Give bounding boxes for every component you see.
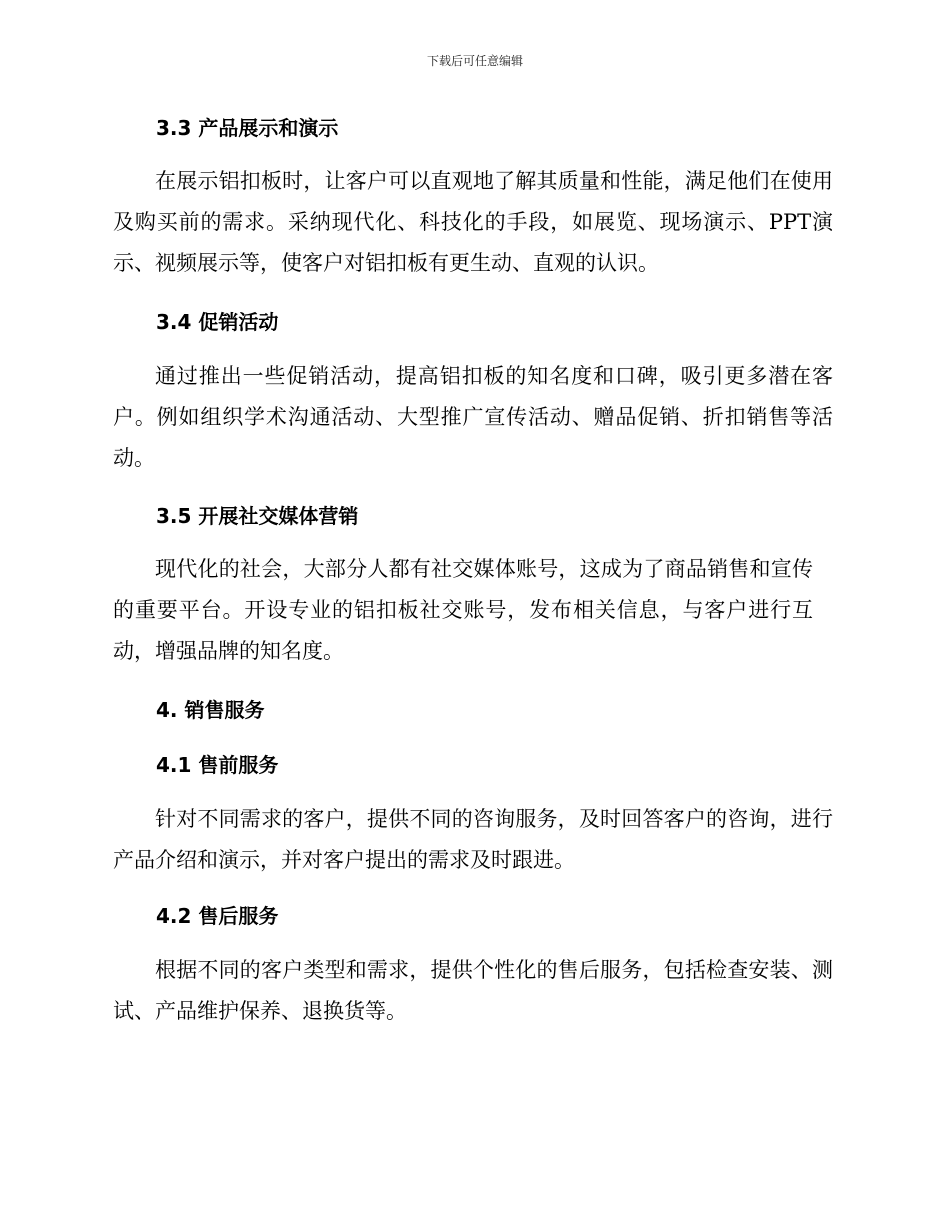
heading-3-5: 3.5 开展社交媒体营销 (156, 504, 359, 528)
heading-4-2: 4.2 售后服务 (156, 904, 279, 928)
heading-4: 4. 销售服务 (156, 698, 265, 722)
page-header-note: 下载后可任意编辑 (426, 54, 523, 68)
paragraph-4-1: 针对不同需求的客户，提供不同的咨询服务，及时回答客户的咨询，进行产品介绍和演示，并对客户提出的需求及时跟进。 (113, 807, 833, 872)
paragraph-3-5: 现代化的社会，大部分人都有社交媒体账号，这成为了商品销售和宣传的重要平台。开设专业的铝扣板社交账号，发布相关信息，与客户进行互动，增强品牌的知名度。 (113, 557, 813, 663)
paragraph-4-2: 根据不同的客户类型和需求，提供个性化的售后服务，包括检查安装、测试、产品维护保养、退换货等。 (113, 958, 833, 1023)
heading-3-4: 3.4 促销活动 (156, 310, 279, 334)
paragraph-3-3: 在展示铝扣板时，让客户可以直观地了解其质量和性能，满足他们在使用及购买前的需求。采纳现代化、科技化的手段，如展览、现场演示、PPT演示、视频展示等，使客户对铝扣板有更生动、直观的认识。 (113, 169, 833, 275)
heading-4-1: 4.1 售前服务 (156, 753, 279, 777)
heading-3-3: 3.3 产品展示和演示 (156, 116, 339, 140)
paragraph-3-4: 通过推出一些促销活动，提高铝扣板的知名度和口碑，吸引更多潜在客户。例如组织学术沟通活动、大型推广宣传活动、赠品促销、折扣销售等活动。 (113, 364, 833, 470)
